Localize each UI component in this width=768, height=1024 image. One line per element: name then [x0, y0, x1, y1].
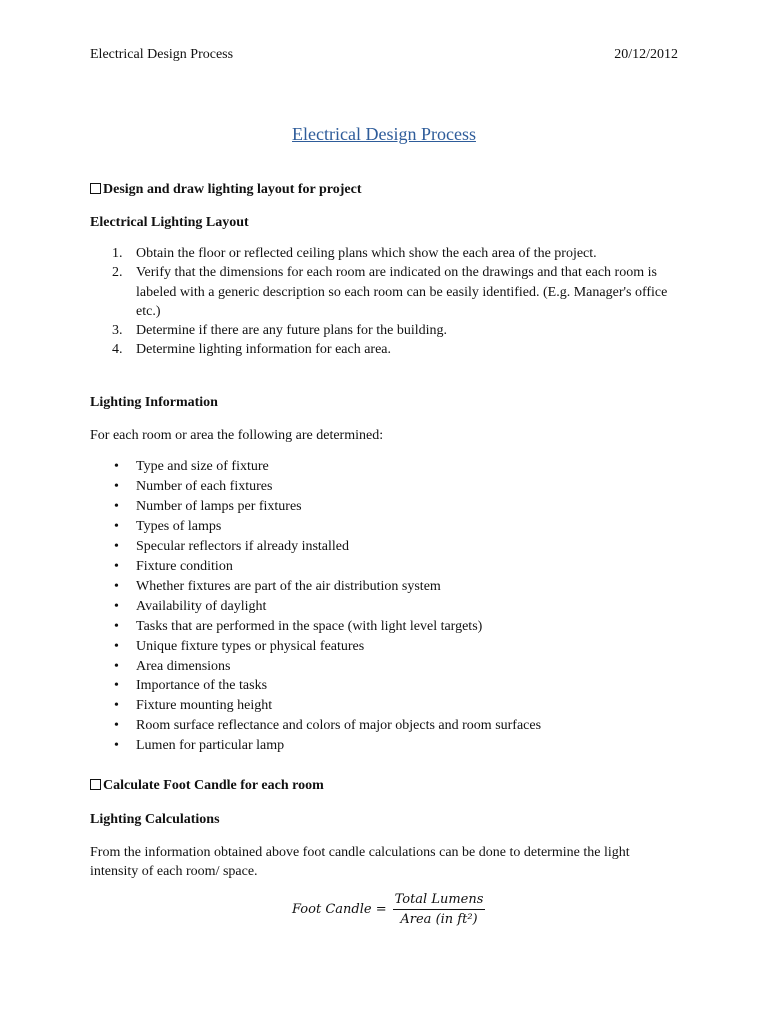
list-item [90, 477, 541, 497]
formula-lhs: Foot Candle = [292, 902, 387, 917]
list-item [90, 736, 541, 756]
foot-candle-formula [292, 892, 485, 927]
header-left: Electrical Design Process [90, 47, 234, 62]
lighting-calculations-body: From the information obtained above foot candle calculations can be done to determine the light intensity of each room/ space. [90, 845, 630, 879]
list-item [90, 676, 541, 696]
list-item [90, 597, 541, 617]
formula-numerator: Total Lumens [393, 892, 486, 910]
list-text: Fixture mounting height [136, 698, 273, 714]
list-item [90, 321, 680, 340]
bullet-icon: • [114, 478, 119, 494]
list-text: Unique fixture types or physical features [136, 638, 365, 654]
lighting-information-intro: For each room or area the following are determined: [90, 428, 384, 443]
list-text: Types of lamps [136, 518, 222, 534]
bullet-icon: • [114, 459, 119, 474]
heading-lighting-information: Lighting Information [90, 395, 218, 410]
checkbox-icon [90, 183, 101, 194]
heading-lighting-layout: Electrical Lighting Layout [90, 215, 249, 230]
list-number: 3. [112, 323, 123, 339]
steps-list [90, 244, 680, 360]
bullet-icon: • [114, 598, 119, 614]
list-text: Area dimensions [136, 658, 231, 674]
list-text: Fixture condition [136, 558, 233, 574]
list-text: Determine if there are any future plans for the building. [136, 323, 447, 339]
list-text: Room surface reflectance and colors of major objects and room surfaces [136, 718, 542, 734]
bullet-icon: • [114, 518, 119, 534]
list-item [90, 577, 541, 597]
list-text: Verify that the dimensions for each room are indicated on the drawings and that each room is labeled with a generic description so each room can be easily identified. (E.g. Manager's office etc.) [136, 265, 668, 319]
bullet-icon: • [114, 738, 119, 754]
list-text: Obtain the floor or reflected ceiling plans which show the each area of the project. [136, 246, 597, 261]
list-text: Tasks that are performed in the space (with light level targets) [136, 618, 483, 634]
list-item [90, 517, 541, 537]
list-item [90, 537, 541, 557]
task-label: Calculate Foot Candle for each room [103, 778, 324, 793]
bullet-icon: • [114, 678, 119, 694]
list-text: Importance of the tasks [136, 678, 268, 694]
bullet-icon: • [114, 578, 119, 594]
heading-lighting-calculations: Lighting Calculations [90, 812, 220, 827]
list-item [90, 457, 541, 477]
list-item [90, 557, 541, 577]
list-item [90, 244, 680, 263]
list-item [90, 637, 541, 657]
bullet-icon: • [114, 498, 119, 514]
bullet-icon: • [114, 558, 119, 574]
formula-denominator: Area (in ft²) [400, 912, 478, 927]
list-text: Specular reflectors if already installed [136, 538, 350, 554]
task-foot-candle [90, 776, 324, 795]
list-item [90, 716, 541, 736]
bullet-icon: • [114, 618, 119, 634]
header-date: 20/12/2012 [614, 47, 678, 62]
task-lighting-layout [90, 180, 362, 199]
list-text: Availability of daylight [136, 598, 267, 614]
task-label: Design and draw lighting layout for project [103, 182, 362, 197]
list-item [90, 696, 541, 716]
formula-fraction [393, 892, 486, 927]
list-item [90, 657, 541, 677]
list-number: 2. [112, 265, 123, 281]
bullet-icon: • [114, 638, 119, 654]
list-number: 4. [112, 342, 123, 358]
list-item [90, 617, 541, 637]
list-item [90, 263, 680, 321]
page-title: Electrical Design Process [292, 124, 476, 144]
list-text: Number of each fixtures [136, 478, 273, 494]
lighting-info-list [90, 457, 541, 756]
list-text: Number of lamps per fixtures [136, 498, 302, 514]
list-item [90, 497, 541, 517]
checkbox-icon [90, 779, 101, 790]
list-number: 1. [112, 246, 123, 261]
list-text: Lumen for particular lamp [136, 738, 285, 754]
list-item [90, 340, 680, 359]
bullet-icon: • [114, 698, 119, 714]
list-text: Type and size of fixture [136, 459, 269, 474]
bullet-icon: • [114, 538, 119, 554]
bullet-icon: • [114, 718, 119, 734]
list-text: Whether fixtures are part of the air distribution system [136, 578, 441, 594]
list-text: Determine lighting information for each area. [136, 342, 392, 358]
bullet-icon: • [114, 658, 119, 674]
